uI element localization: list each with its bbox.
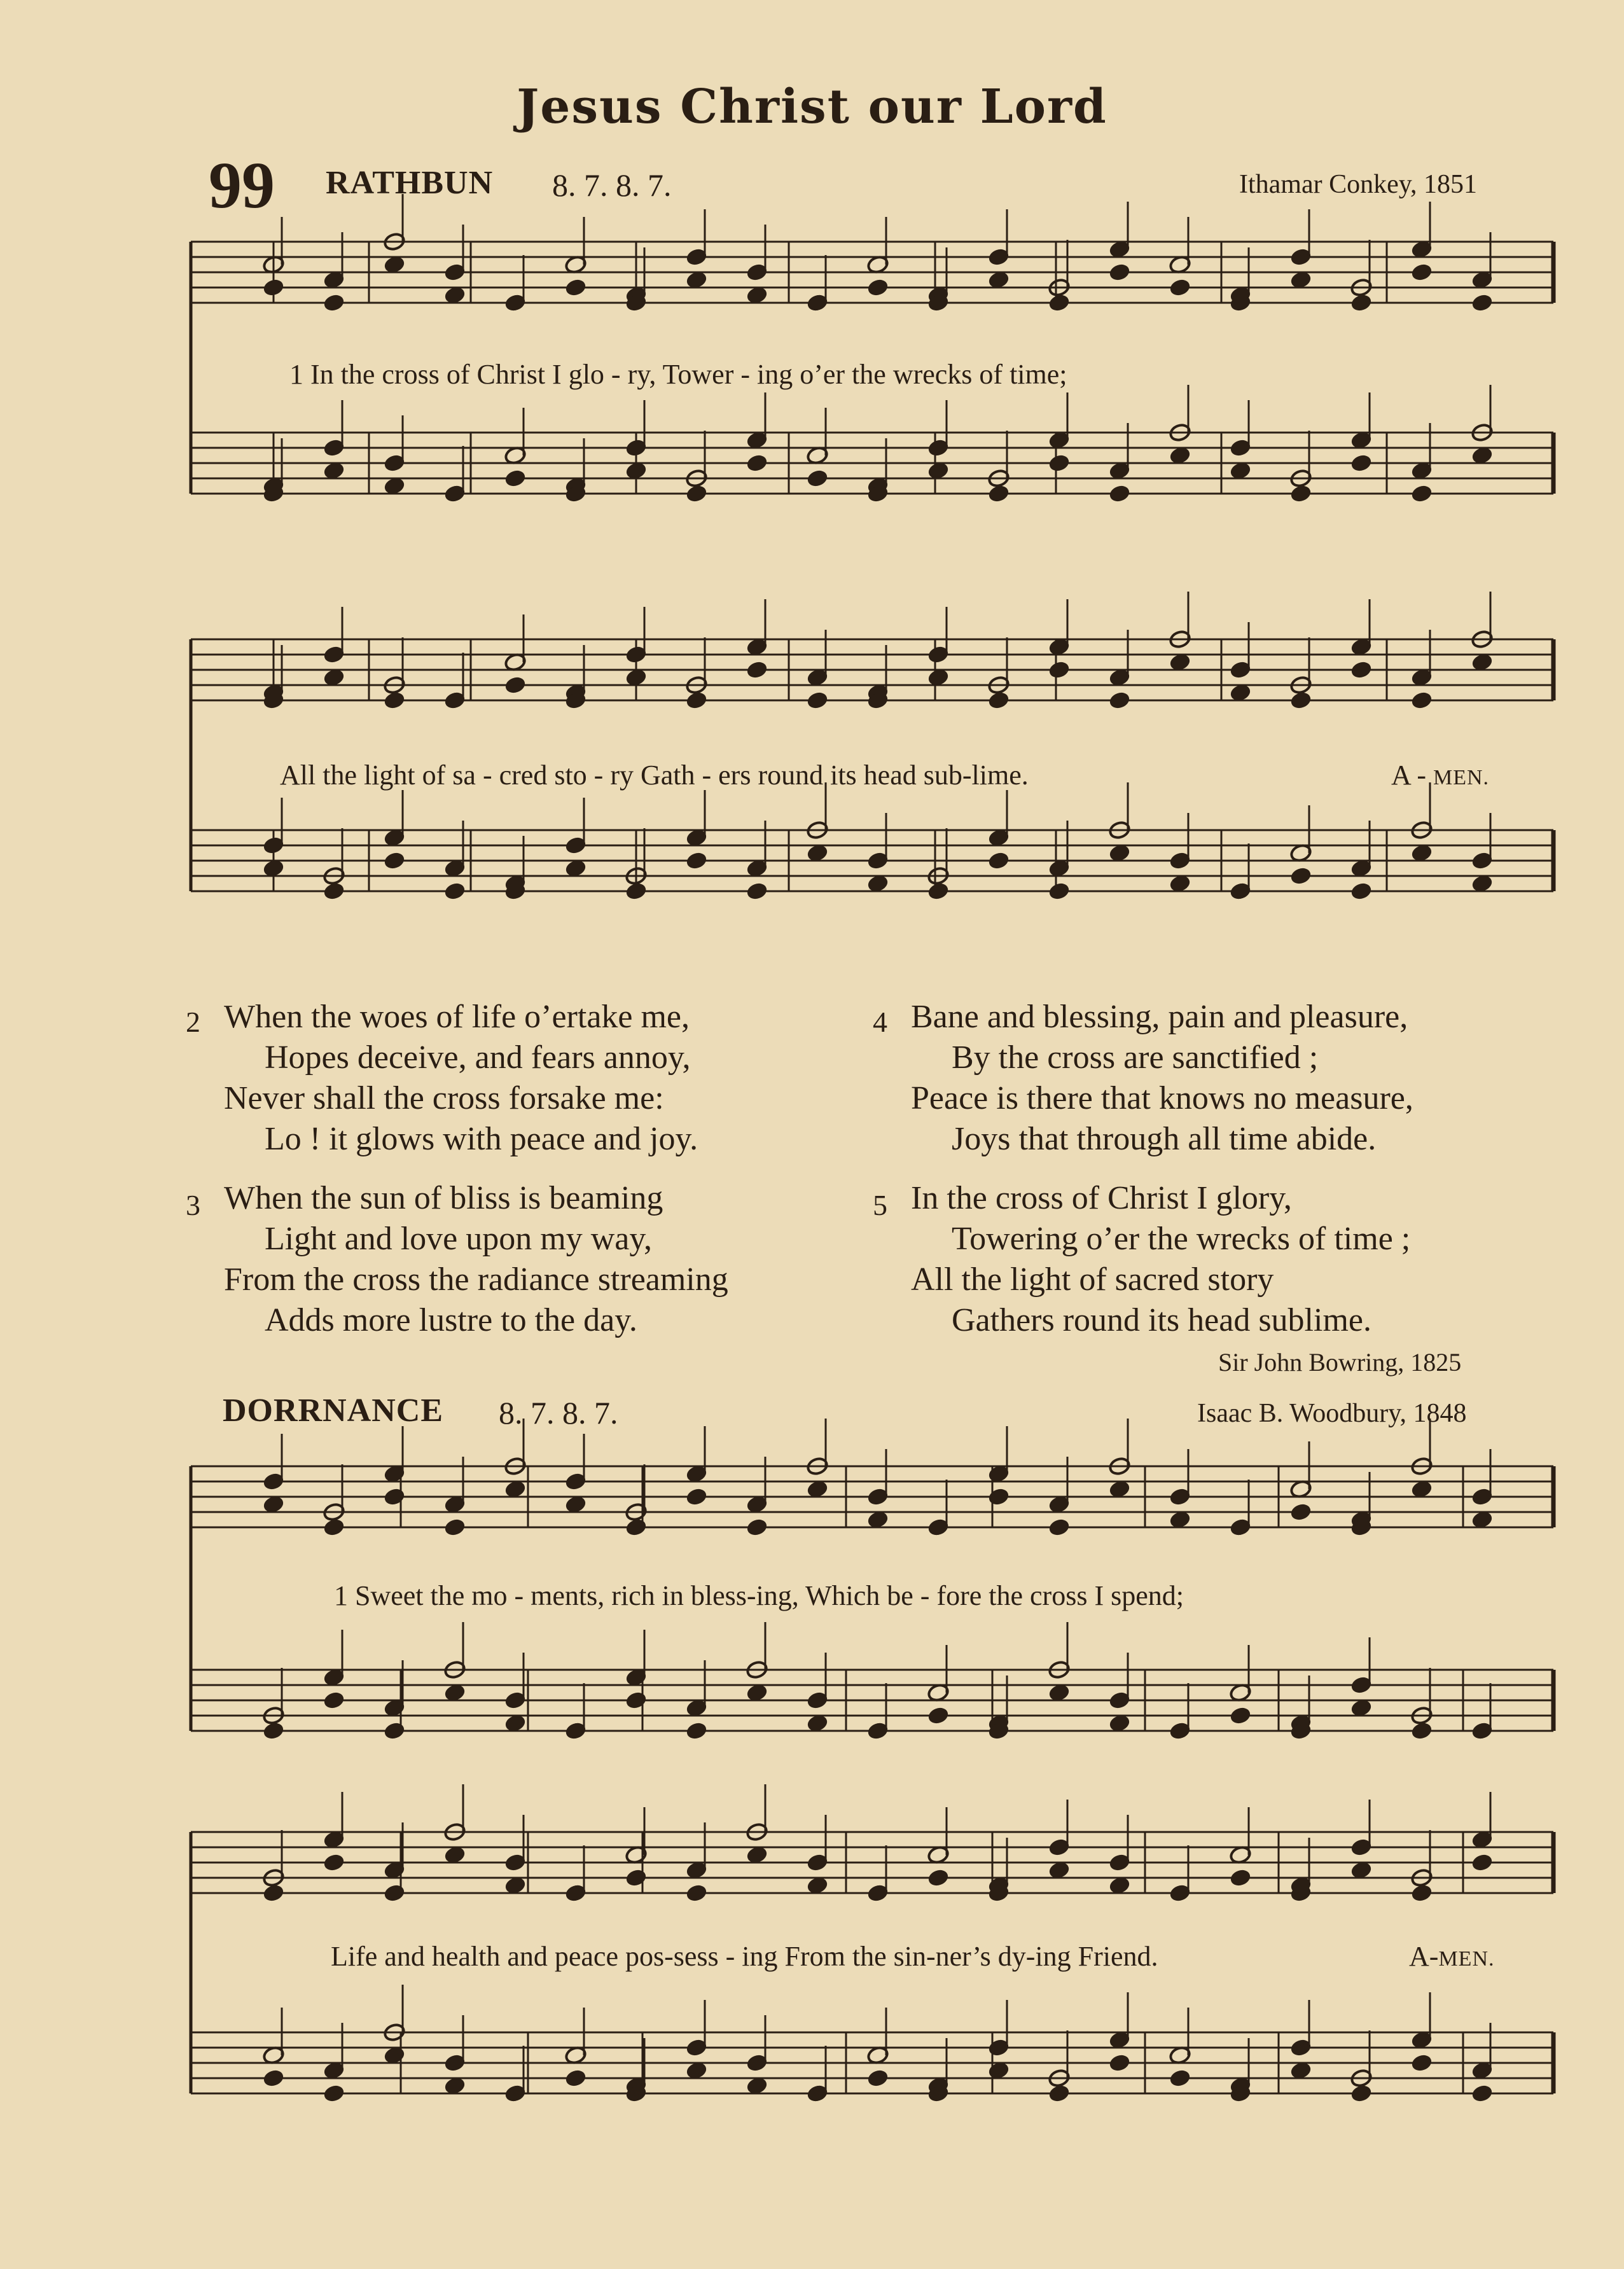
- notehead: [806, 469, 829, 489]
- notehead: [685, 691, 708, 711]
- notehead: [564, 2069, 587, 2088]
- notehead: [625, 1518, 648, 1537]
- notehead: [987, 851, 1010, 871]
- notehead: [625, 1691, 648, 1710]
- notehead: [746, 882, 768, 901]
- notehead: [746, 660, 768, 680]
- notehead: [1350, 293, 1373, 313]
- notehead: [1410, 1721, 1433, 1741]
- notehead: [927, 1706, 950, 1726]
- notehead: [1471, 293, 1494, 313]
- notehead: [927, 1868, 950, 1888]
- notehead: [927, 882, 950, 901]
- notehead: [866, 2069, 889, 2088]
- notehead: [1229, 1706, 1252, 1726]
- notehead: [1048, 1518, 1071, 1537]
- notehead: [1289, 691, 1312, 711]
- notehead: [625, 1868, 648, 1888]
- notehead: [1471, 2084, 1494, 2104]
- notehead: [1350, 2084, 1373, 2104]
- notehead: [1410, 263, 1433, 282]
- notehead: [1108, 2053, 1131, 2073]
- notehead: [685, 484, 708, 504]
- notehead: [323, 293, 345, 313]
- tune-name: DORRNANCE: [223, 1392, 443, 1429]
- tune-name: RATHBUN: [326, 165, 494, 201]
- notehead: [443, 882, 466, 901]
- notehead: [1108, 484, 1131, 504]
- notehead: [383, 691, 406, 711]
- notehead: [1410, 484, 1433, 504]
- tune-meter: 8. 7. 8. 7.: [552, 167, 672, 203]
- tune-meter: 8. 7. 8. 7.: [499, 1395, 618, 1431]
- notehead: [1229, 1868, 1252, 1888]
- notehead: [504, 469, 527, 489]
- notehead: [1289, 866, 1312, 886]
- notehead: [685, 1884, 708, 1903]
- notehead: [1048, 882, 1071, 901]
- notehead: [262, 1721, 285, 1741]
- notehead: [262, 1884, 285, 1903]
- notehead: [1048, 293, 1071, 313]
- notehead: [1471, 1853, 1494, 1873]
- notehead: [504, 676, 527, 695]
- section-title: Jesus Christ our Lord: [517, 80, 1107, 134]
- notehead: [383, 851, 406, 871]
- notehead: [323, 1518, 345, 1537]
- notehead: [1169, 278, 1191, 298]
- notehead: [262, 2069, 285, 2088]
- verse-number: 2: [186, 1006, 200, 1038]
- notehead: [1108, 263, 1131, 282]
- notehead: [323, 2084, 345, 2104]
- tune2-lyric-line1: 1 Sweet the mo - ments, rich in bless-ing, Which be - fore the cross I spend;: [334, 1580, 1184, 1611]
- notehead: [1289, 1502, 1312, 1522]
- notehead: [1350, 454, 1373, 473]
- notehead: [1410, 1884, 1433, 1903]
- verse-number: 3: [186, 1189, 200, 1221]
- notehead: [564, 278, 587, 298]
- notehead: [383, 1721, 406, 1741]
- verse-4: Bane and blessing, pain and pleasure, By the cross are sanctified ; Peace is there that knows no measure, Joys that through all time abide.: [911, 999, 1413, 1157]
- notehead: [1048, 660, 1071, 680]
- verse-number: 4: [873, 1006, 887, 1038]
- notehead: [1169, 2069, 1191, 2088]
- verse-5: In the cross of Christ I glory, Towering o’er the wrecks of time ; All the light of sacred story Gathers round its head sublime.: [911, 1180, 1411, 1338]
- text-author: Sir John Bowring, 1825: [1218, 1348, 1462, 1377]
- verse-number: 5: [873, 1189, 887, 1221]
- notehead: [1350, 660, 1373, 680]
- notehead: [746, 454, 768, 473]
- notehead: [1108, 691, 1131, 711]
- hymn-number: 99: [209, 149, 275, 222]
- notehead: [685, 1487, 708, 1507]
- tune1-amen: A - MEN.: [1391, 760, 1490, 791]
- tune2-amen: A-MEN.: [1409, 1941, 1495, 1972]
- notehead: [443, 1518, 466, 1537]
- notehead: [383, 1884, 406, 1903]
- notehead: [383, 1487, 406, 1507]
- verse-3: When the sun of bliss is beaming Light and love upon my way, From the cross the radiance streaming Adds more lustre to the day.: [224, 1180, 728, 1338]
- notehead: [323, 1691, 345, 1710]
- notehead: [323, 1853, 345, 1873]
- notehead: [262, 278, 285, 298]
- notehead: [1350, 882, 1373, 901]
- notehead: [685, 1721, 708, 1741]
- notehead: [1410, 691, 1433, 711]
- tune2-lyric-line2: Life and health and peace pos-sess - ing From the sin-ner’s dy-ing Friend.: [331, 1941, 1158, 1972]
- notehead: [987, 484, 1010, 504]
- notehead: [1048, 454, 1071, 473]
- composer: Isaac B. Woodbury, 1848: [1197, 1399, 1467, 1428]
- verse-2: When the woes of life o’ertake me, Hopes deceive, and fears annoy, Never shall the cross forsake me: Lo ! it glows with peace and joy.: [224, 999, 698, 1157]
- composer: Ithamar Conkey, 1851: [1239, 170, 1478, 199]
- tune1-lyric-line1: 1 In the cross of Christ I glo - ry, Tower - ing o’er the wrecks of time;: [289, 359, 1067, 390]
- notehead: [987, 691, 1010, 711]
- notehead: [1289, 484, 1312, 504]
- notehead: [866, 278, 889, 298]
- notehead: [987, 1487, 1010, 1507]
- notehead: [806, 691, 829, 711]
- notehead: [323, 882, 345, 901]
- notehead: [1410, 2053, 1433, 2073]
- notehead: [685, 851, 708, 871]
- tune1-lyric-line2: All the light of sa - cred sto - ry Gath - ers round its head sub-lime.: [280, 760, 1029, 791]
- notehead: [625, 882, 648, 901]
- notehead: [1048, 2084, 1071, 2104]
- notehead: [746, 1518, 768, 1537]
